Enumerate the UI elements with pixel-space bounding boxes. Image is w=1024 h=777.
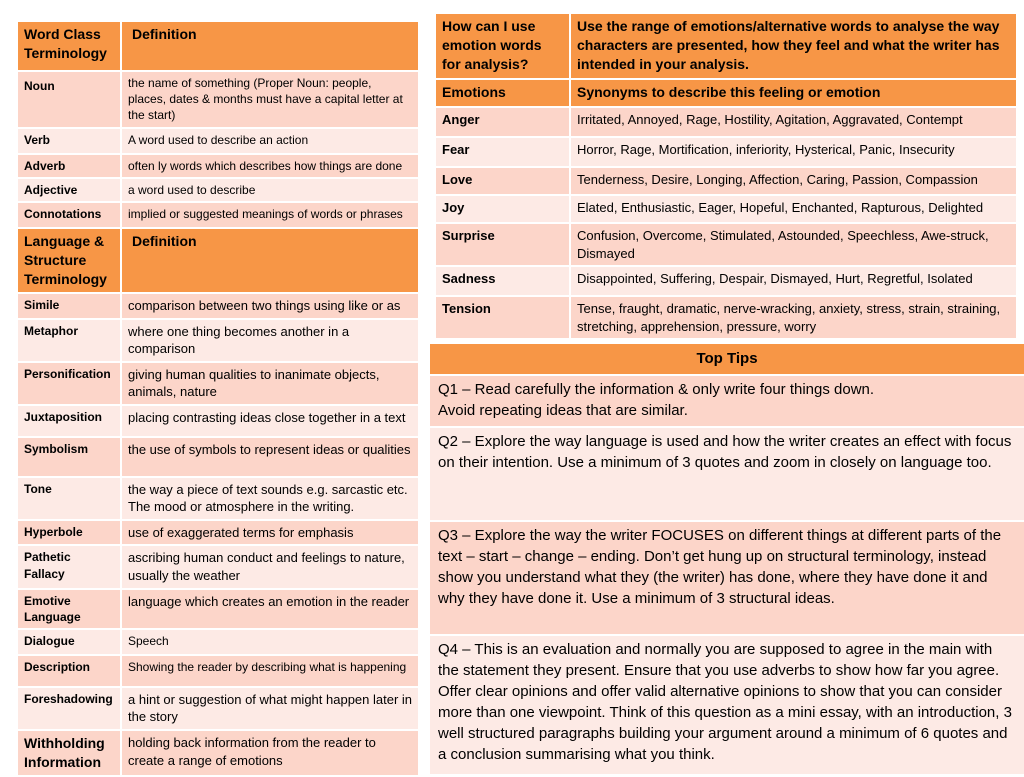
- term-metaphor: Metaphor: [17, 319, 121, 362]
- table-row: [435, 223, 1017, 266]
- tip-q3: Q3 – Explore the way the writer FOCUSES on different things at different parts of the text – start – change – ending. Don’t get hung up on structural terminology, instead show you understand what they (the writer) has done, where they have done it and why they have done it. Use a minimum of 3 structural ideas.: [430, 522, 1024, 636]
- emotion-sadness: Sadness: [435, 266, 570, 296]
- table-row: [17, 589, 419, 629]
- table-row: [17, 128, 419, 154]
- synonyms-fear: Horror, Rage, Mortification, inferiority, Hysterical, Panic, Insecurity: [570, 137, 1017, 167]
- def-verb: A word used to describe an action: [121, 128, 419, 154]
- emotions-question-row: [435, 13, 1017, 79]
- def-adjective: a word used to describe: [121, 178, 419, 202]
- def-metaphor: where one thing becomes another in a comparison: [121, 319, 419, 362]
- term-verb: Verb: [17, 128, 121, 154]
- emotion-joy: Joy: [435, 195, 570, 223]
- tip-q4: Q4 – This is an evaluation and normally you are supposed to agree in the main with the statement they present. Ensure that you use adverbs to show how far you agree. Offer clear opinions and offer valid alternative opinions to show that you can consider more than one viewpoint. Think of this question as a mini essay, with an introduction, 3 well structured paragraphs building your argument around a minimum of 6 quotes and a conclusion summarising what you think.: [430, 636, 1024, 776]
- synonyms-love: Tenderness, Desire, Longing, Affection, Caring, Passion, Compassion: [570, 167, 1017, 195]
- table-row: [17, 687, 419, 730]
- emotions-header-row: [435, 79, 1017, 107]
- def-adverb: often ly words which describes how things are done: [121, 154, 419, 178]
- term-description: Description: [17, 655, 121, 687]
- def-pathetic-fallacy: ascribing human conduct and feelings to nature, usually the weather: [121, 545, 419, 588]
- def-dialogue: Speech: [121, 629, 419, 655]
- term-simile: Simile: [17, 293, 121, 319]
- emotion-fear: Fear: [435, 137, 570, 167]
- word-class-header-term: Word Class Terminology: [17, 21, 121, 71]
- table-row: [17, 154, 419, 178]
- top-tips-title: Top Tips: [430, 344, 1024, 376]
- table-row: [435, 107, 1017, 137]
- table-row: [17, 71, 419, 128]
- term-adverb: Adverb: [17, 154, 121, 178]
- term-symbolism: Symbolism: [17, 437, 121, 477]
- def-connotations: implied or suggested meanings of words or phrases: [121, 202, 419, 228]
- term-pathetic-fallacy: Pathetic Fallacy: [17, 545, 121, 588]
- table-row: [17, 629, 419, 655]
- emotions-question: How can I use emotion words for analysis?: [435, 13, 570, 79]
- table-row: [17, 178, 419, 202]
- emotions-instruction: Use the range of emotions/alternative words to analyse the way characters are presented, how they feel and what the writer has intended in your analysis.: [570, 13, 1017, 79]
- word-class-header-row: [17, 21, 419, 71]
- def-foreshadowing: a hint or suggestion of what might happen later in the story: [121, 687, 419, 730]
- synonyms-joy: Elated, Enthusiastic, Eager, Hopeful, Enchanted, Rapturous, Delighted: [570, 195, 1017, 223]
- table-row: [17, 362, 419, 405]
- language-structure-header-def: Definition: [121, 228, 419, 293]
- table-row: [17, 730, 419, 776]
- table-row: [435, 195, 1017, 223]
- table-row: [17, 293, 419, 319]
- def-symbolism: the use of symbols to represent ideas or qualities: [121, 437, 419, 477]
- def-hyperbole: use of exaggerated terms for emphasis: [121, 520, 419, 546]
- tip-q1: Q1 – Read carefully the information & only write four things down. Avoid repeating ideas that are similar.: [430, 376, 1024, 428]
- term-foreshadowing: Foreshadowing: [17, 687, 121, 730]
- emotion-love: Love: [435, 167, 570, 195]
- table-row: [435, 167, 1017, 195]
- emotions-header-def: Synonyms to describe this feeling or emotion: [570, 79, 1017, 107]
- def-withholding-information: holding back information from the reader to create a range of emotions: [121, 730, 419, 776]
- terminology-table: [16, 20, 420, 777]
- word-class-header-def: Definition: [121, 21, 419, 71]
- def-personification: giving human qualities to inanimate objects, animals, nature: [121, 362, 419, 405]
- emotions-table: [434, 12, 1018, 340]
- def-description: Showing the reader by describing what is happening: [121, 655, 419, 687]
- synonyms-surprise: Confusion, Overcome, Stimulated, Astounded, Speechless, Awe-struck, Dismayed: [570, 223, 1017, 266]
- table-row: [435, 296, 1017, 339]
- emotion-tension: Tension: [435, 296, 570, 339]
- term-noun: Noun: [17, 71, 121, 128]
- term-adjective: Adjective: [17, 178, 121, 202]
- emotion-surprise: Surprise: [435, 223, 570, 266]
- def-emotive-language: language which creates an emotion in the reader: [121, 589, 419, 629]
- def-juxtaposition: placing contrasting ideas close together in a text: [121, 405, 419, 437]
- def-noun: the name of something (Proper Noun: people, places, dates & months must have a capital letter at the start): [121, 71, 419, 128]
- table-row: [17, 545, 419, 588]
- synonyms-sadness: Disappointed, Suffering, Despair, Dismayed, Hurt, Regretful, Isolated: [570, 266, 1017, 296]
- emotions-header-term: Emotions: [435, 79, 570, 107]
- language-structure-header-row: [17, 228, 419, 293]
- table-row: [17, 477, 419, 520]
- synonyms-tension: Tense, fraught, dramatic, nerve-wracking, anxiety, stress, strain, straining, stretching, apprehension, pressure, worry: [570, 296, 1017, 339]
- term-connotations: Connotations: [17, 202, 121, 228]
- term-hyperbole: Hyperbole: [17, 520, 121, 546]
- table-row: [17, 319, 419, 362]
- table-row: [435, 137, 1017, 167]
- synonyms-anger: Irritated, Annoyed, Rage, Hostility, Agitation, Aggravated, Contempt: [570, 107, 1017, 137]
- def-simile: comparison between two things using like or as: [121, 293, 419, 319]
- term-dialogue: Dialogue: [17, 629, 121, 655]
- table-row: [17, 520, 419, 546]
- table-row: [17, 202, 419, 228]
- term-juxtaposition: Juxtaposition: [17, 405, 121, 437]
- tip-q2: Q2 – Explore the way language is used and how the writer creates an effect with focus on their intention. Use a minimum of 3 quotes and zoom in closely on language too.: [430, 428, 1024, 522]
- table-row: [435, 266, 1017, 296]
- language-structure-header-term: Language & Structure Terminology: [17, 228, 121, 293]
- term-personification: Personification: [17, 362, 121, 405]
- term-emotive-language: Emotive Language: [17, 589, 121, 629]
- term-tone: Tone: [17, 477, 121, 520]
- emotion-anger: Anger: [435, 107, 570, 137]
- table-row: [17, 437, 419, 477]
- top-tips-panel: [430, 344, 1024, 776]
- table-row: [17, 655, 419, 687]
- def-tone: the way a piece of text sounds e.g. sarcastic etc. The mood or atmosphere in the writing.: [121, 477, 419, 520]
- term-withholding-information: Withholding Information: [17, 730, 121, 776]
- table-row: [17, 405, 419, 437]
